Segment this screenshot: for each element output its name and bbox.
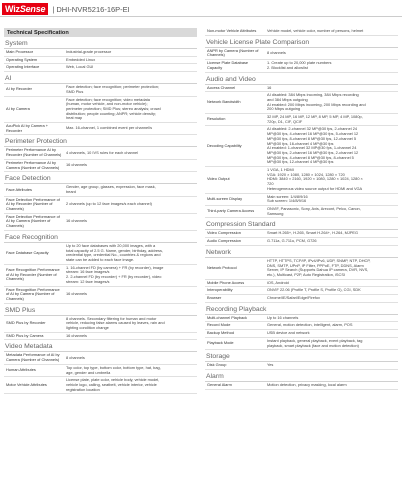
- spec-row: [205, 287, 398, 295]
- spec-key: AI by Camera: [6, 105, 30, 111]
- spec-value-line: Face detection; face recognition; perimeter protection;: [66, 84, 159, 90]
- spec-row: [4, 123, 197, 135]
- spec-key: General Alarm: [207, 381, 232, 387]
- section-heading: Alarm: [205, 370, 398, 382]
- spec-value-line: G.711a, G.711u, PCM, G726: [267, 238, 317, 244]
- spec-value: [265, 287, 398, 294]
- spec-key: License Plate Database Capacity: [207, 60, 249, 70]
- spec-row: [4, 49, 197, 57]
- spec-row: [205, 48, 398, 60]
- spec-key: Third-party Camera Access: [207, 208, 255, 214]
- spec-value-line: Web, Local GUI: [66, 64, 94, 70]
- spec-key: Face Recognition Performance of AI by Camera (Number of Channels): [6, 286, 60, 301]
- spec-key: Metadata Performance of AI by Camera (Number of Channels): [6, 352, 60, 363]
- spec-value-line: vehicle logo, calling, seatbelt, vehicle interior, vehicle: [66, 381, 157, 387]
- spec-key: Multi-channel Playback: [207, 314, 248, 320]
- spec-row: [205, 167, 398, 194]
- spec-value-line: MP@30 fps, 8-channel 8 MP@30 fps, 12-channel 5: [267, 135, 357, 141]
- spec-key: Decoding Capability: [207, 142, 242, 148]
- spec-row: [205, 28, 398, 36]
- spec-value-line: Main screen: 1/4/8/9/16: [267, 193, 308, 199]
- spec-row: [4, 160, 197, 172]
- spec-value-line: credential type, credential No., countries & regions and: [66, 252, 161, 258]
- spec-value-line: 16 channels: [66, 162, 87, 168]
- spec-key: Non-motor Vehicle Attributes: [207, 28, 257, 33]
- spec-value-line: (human, motor vehicle, and non-motor vehicle);: [66, 101, 148, 107]
- spec-row: [4, 287, 197, 304]
- spec-columns: [0, 18, 402, 500]
- spec-key: Motor Vehicle Attributes: [6, 381, 47, 387]
- section-heading: Recording Playback: [205, 303, 398, 315]
- spec-value: [265, 280, 398, 287]
- spec-key: Multi-screen Display: [207, 195, 243, 201]
- spec-value: [64, 57, 197, 64]
- spec-row: [205, 280, 398, 288]
- spec-value-line: Top color, top type, bottom color, bottom type, hat, bag,: [66, 364, 161, 370]
- section-heading: Perimeter Protection: [4, 135, 197, 147]
- spec-value-line: License plate, plate color, vehicle body, vehicle model,: [66, 377, 160, 383]
- spec-key: Backup Method: [207, 330, 235, 336]
- spec-value-line: 16 channels: [66, 291, 87, 297]
- spec-value-line: DNS, SMTP, UPnP, IP Filter, PPPoE, FTP, DDNS, Alarm: [267, 262, 364, 268]
- spec-value-line: vehicle, reducing false alarms caused by leaves, rain and: [66, 320, 165, 326]
- spec-value: [64, 184, 197, 195]
- spec-value-line: Sub screen: 1/4/8/9/16: [267, 198, 307, 204]
- spec-value: [64, 243, 197, 264]
- section-heading: Video Metadata: [4, 340, 197, 352]
- spec-key: Face Detection Performance of AI by Recorder (Number of Channels): [6, 196, 60, 212]
- spec-value: [64, 316, 197, 332]
- spec-value-line: Server, IP Search (Supports Dahua IP camera, DVR, NVS,: [267, 267, 369, 273]
- spec-value: [265, 238, 398, 245]
- spec-key: Operating Interface: [6, 64, 40, 70]
- spec-key: ANPR by Camera (Number of Channels): [207, 47, 259, 58]
- spec-value-line: MP@30 fps, 16-channel 4 MP@30 fps: [267, 140, 334, 146]
- spec-row: [4, 316, 197, 333]
- spec-value-line: Vehicle model, vehicle color, number of persons, helmet: [267, 28, 364, 33]
- spec-value: [64, 218, 197, 225]
- spec-value-line: 1. 16-channel FD (by camera) + FR (by recorder), image: [66, 264, 164, 270]
- spec-row: [205, 338, 398, 350]
- spec-value-line: USB device and network: [267, 330, 310, 336]
- spec-value-line: Motion detection, privacy masking, local alarm: [267, 381, 347, 387]
- spec-value: [265, 322, 398, 329]
- spec-row: [205, 114, 398, 126]
- section-heading: AI: [4, 72, 197, 84]
- spec-value: [265, 114, 398, 125]
- spec-value: [64, 291, 197, 298]
- spec-value: [64, 150, 197, 157]
- spec-value: [64, 64, 197, 71]
- spec-value-line: MP@30 fps, 12-channel 4 MP@30 fps: [267, 159, 334, 165]
- spec-value-line: Smart H.265+, H.265, Smart H.264+, H.264, MJPEG: [267, 230, 359, 236]
- spec-key: Perimeter Performance AI by Recorder (Number of Channels): [6, 147, 62, 158]
- spec-value-line: lighting condition change: [66, 325, 109, 331]
- spec-value: [265, 206, 398, 217]
- spec-value-line: 720: [267, 181, 274, 187]
- spec-value: [265, 315, 398, 322]
- spec-key: Video Output: [207, 176, 230, 182]
- spec-value-line: AI enabled: 200 Mbps incoming, 200 Mbps recording and: [267, 101, 366, 107]
- spec-value: [64, 265, 197, 286]
- spec-value: [265, 194, 398, 205]
- spec-row: [4, 243, 197, 265]
- spec-row: [4, 352, 197, 364]
- spec-value-line: beard: [66, 188, 76, 194]
- spec-value-line: Samsung: [267, 210, 284, 216]
- spec-key: Record Mode: [207, 322, 231, 328]
- spec-row: [4, 64, 197, 72]
- logo-wiz: Wiz: [5, 4, 20, 14]
- spec-value-line: AI disabled: 384 Mbps incoming, 384 Mbps recording: [267, 92, 359, 98]
- spec-value-line: heat map: [66, 115, 83, 121]
- spec-row: [4, 197, 197, 214]
- spec-row: [4, 57, 197, 65]
- spec-row: [205, 295, 398, 303]
- spec-value: [265, 92, 398, 113]
- spec-value-line: Instant playback, general playback, event playback, tag: [267, 337, 363, 343]
- section-heading: Audio and Video: [205, 73, 398, 85]
- spec-row: [205, 60, 398, 72]
- spec-value-line: 16 channels: [66, 218, 87, 224]
- spec-value: [265, 85, 398, 92]
- spec-value-line: state can be added to each face image.: [66, 256, 135, 262]
- spec-value-line: Chrome/IE/Safari/Edge/Firefox: [267, 295, 320, 301]
- spec-row: [4, 97, 197, 124]
- spec-value: [265, 330, 398, 337]
- left-column-body: [4, 37, 197, 394]
- spec-row: [4, 365, 197, 377]
- spec-value-line: 8 channels: [267, 50, 286, 56]
- spec-value: [64, 201, 197, 208]
- spec-key: Face Attributes: [6, 186, 32, 192]
- spec-value-line: 1. Create up to 20,000 plate numbers: [267, 60, 332, 66]
- spec-row: [4, 377, 197, 394]
- spec-title: Technical Specification: [4, 28, 197, 37]
- header-divider: [0, 16, 402, 17]
- spec-row: [205, 85, 398, 93]
- spec-key: Main Processor: [6, 49, 34, 54]
- spec-key: Audio Compression: [207, 238, 241, 244]
- spec-value-line: etc.), Multicast, P2P, Auto Registration, iSCSI: [267, 271, 345, 277]
- spec-value: [64, 84, 197, 95]
- spec-value-line: Industrial-grade processor: [66, 49, 112, 54]
- spec-value: [64, 333, 197, 340]
- spec-value: [265, 338, 398, 349]
- spec-row: [205, 362, 398, 370]
- spec-value: [265, 28, 398, 35]
- spec-value-line: playback, smart playback (face and motion detection): [267, 342, 359, 348]
- right-column: [205, 28, 398, 500]
- section-heading: Face Detection: [4, 172, 197, 184]
- spec-value-line: iOS, Android: [267, 279, 289, 285]
- spec-row: [205, 194, 398, 206]
- spec-key: Operating System: [6, 56, 38, 62]
- spec-value: [265, 230, 398, 237]
- spec-value: [265, 167, 398, 193]
- spec-row: [205, 126, 398, 167]
- spec-value-line: Heterogeneous video source output for HDMI and VGA: [267, 185, 363, 191]
- spec-key: AI by Recorder: [6, 86, 32, 92]
- spec-value-line: 4 channels, 10 IVS rules for each channel: [66, 149, 139, 155]
- spec-value-line: Face detection; face recognition; video metadata: [66, 96, 150, 102]
- spec-value-line: stream: 16 face images/s: [66, 269, 110, 275]
- spec-value-line: AI disabled: 2-channel 32 MP@30 fps, 2-channel 24: [267, 126, 358, 132]
- section-heading: SMD Plus: [4, 304, 197, 316]
- spec-value: [265, 258, 398, 279]
- wizsense-logo: [2, 3, 48, 15]
- spec-key: Face Recognition Performance of AI by Recorder (Number of Channels): [6, 267, 60, 282]
- spec-value-line: 8 channels: [66, 354, 85, 360]
- spec-row: [205, 330, 398, 338]
- spec-value-line: ONVIF, Panasonic, Sony, Axis, Arecont, Pelco, Canon,: [267, 205, 361, 211]
- spec-row: [205, 238, 398, 246]
- spec-value-line: 2 channels (up to 12 face images/s each channel): [66, 201, 152, 207]
- spec-value-line: HTTP, HTTPS, TCP/IP, IPv4/IPv6, UDP, SNMP, NTP, DHCP,: [267, 257, 371, 263]
- spec-row: [205, 206, 398, 218]
- model-number: | DHI-NVR5216-16P-EI: [52, 4, 130, 14]
- spec-key: Human Attributes: [6, 367, 36, 373]
- spec-value-line: 16 channels: [66, 332, 87, 338]
- spec-value-line: 2. 2-channel FD (by recorder) + FR (by recorder), video: [66, 274, 162, 280]
- spec-value-line: 200 Mbps outgoing: [267, 106, 301, 112]
- spec-value: [265, 60, 398, 71]
- spec-value-line: MP@30 fps, 4-channel 16 MP@30 fps, 5-channel 12: [267, 131, 359, 137]
- spec-value-line: age, gender and umbrella: [66, 369, 111, 375]
- spec-row: [205, 92, 398, 114]
- spec-row: [205, 382, 398, 390]
- spec-value-line: and 384 Mbps outgoing: [267, 96, 308, 102]
- spec-value-line: General, motion detection, intelligent, alarm, POS: [267, 322, 353, 328]
- spec-value: [265, 50, 398, 57]
- spec-value: [64, 377, 197, 393]
- spec-row: [4, 147, 197, 159]
- spec-value-line: Embedded Linux: [66, 56, 96, 62]
- spec-value: [64, 365, 197, 376]
- spec-value-line: perimeter protection; SMD Plus; stereo analysis; crowd: [66, 105, 161, 111]
- spec-value-line: Yes: [267, 362, 274, 368]
- spec-value: [64, 49, 197, 56]
- spec-row: [205, 315, 398, 323]
- spec-value-line: 8 channels. Secondary filtering for human and motor: [66, 315, 157, 321]
- spec-key: Playback Mode: [207, 340, 234, 346]
- spec-key: Network Protocol: [207, 264, 237, 270]
- spec-row: [205, 322, 398, 330]
- spec-key: Disk Group: [207, 362, 227, 368]
- spec-row: [205, 258, 398, 280]
- logo-sense: Sense: [19, 4, 46, 14]
- right-column-body: [205, 28, 398, 390]
- spec-key: Video Compression: [207, 230, 241, 236]
- section-heading: Vehicle License Plate Comparison: [205, 36, 398, 48]
- spec-value: [265, 362, 398, 369]
- spec-key: Mobile Phone Access: [207, 279, 245, 285]
- spec-value-line: 2. Blocklist and allowlist: [267, 64, 308, 70]
- spec-value-line: 720p, D1, CIF, QCIF: [267, 118, 303, 124]
- spec-value: [64, 162, 197, 169]
- spec-key: AcuPick AI by Camera + Recorder: [6, 123, 49, 133]
- spec-value-line: 1 VGA, 1 HDMI: [267, 167, 294, 173]
- spec-value-line: VGA: 1920 × 1080, 1280 × 1024, 1280 × 720: [267, 171, 345, 177]
- spec-key: Network Bandwidth: [207, 99, 241, 105]
- section-heading: Face Recognition: [4, 231, 197, 243]
- section-heading: Storage: [205, 350, 398, 362]
- spec-key: SMD Plus by Camera: [6, 332, 44, 338]
- left-column: [4, 28, 197, 500]
- page-header: [0, 0, 402, 18]
- spec-value-line: Max. 16-channel, 1 combined event per channel/s: [66, 125, 153, 131]
- spec-value-line: ONVIF 22.06 (Profile T, Profile S, Profile G), CGI, SDK: [267, 287, 361, 293]
- spec-value-line: registration location: [66, 386, 100, 392]
- spec-key: Browser: [207, 295, 222, 301]
- section-heading: System: [4, 37, 197, 49]
- spec-key: Resolution: [207, 116, 226, 122]
- spec-key: Access Channel: [207, 84, 236, 90]
- spec-value: [64, 97, 197, 123]
- spec-value-line: distribution; people counting; ANPR; vehicle density;: [66, 110, 156, 116]
- section-heading: Compression Standard: [205, 218, 398, 230]
- spec-row: [205, 230, 398, 238]
- spec-value: [64, 355, 197, 362]
- spec-value: [64, 125, 197, 132]
- spec-value-line: 16: [267, 84, 272, 90]
- spec-key: SMD Plus by Recorder: [6, 320, 46, 326]
- spec-value-line: SMD Plus: [66, 88, 84, 94]
- spec-value-line: Gender, age group, glasses, expression, face mask,: [66, 184, 156, 190]
- spec-row: [4, 265, 197, 287]
- spec-value-line: Up to 16 channels: [267, 314, 299, 320]
- spec-value-line: 32 MP, 24 MP, 16 MP, 12 MP, 8 MP, 5 MP, 4 MP, 1080p,: [267, 114, 363, 120]
- spec-key: Interoperability: [207, 287, 233, 293]
- spec-row: [4, 214, 197, 231]
- spec-row: [4, 184, 197, 196]
- spec-value-line: AI enabled: 1-channel 32 MP@30 fps, 1-channel 24: [267, 145, 357, 151]
- spec-value: [265, 295, 398, 302]
- section-heading: Network: [205, 246, 398, 258]
- spec-value-line: Up to 20 face databases with 20,000 images, with a: [66, 242, 156, 248]
- spec-row: [4, 84, 197, 96]
- spec-value-line: total capacity of 2.5 G. Name, gender, birthday, address,: [66, 247, 164, 253]
- spec-value-line: stream: 12 face images/s: [66, 278, 110, 284]
- spec-value-line: MP@30 fps, 4-channel 8 MP@30 fps, 8-channel 5: [267, 154, 354, 160]
- spec-value-line: HDMI: 3840 × 2160, 1920 × 1080, 1280 × 1024, 1280 ×: [267, 176, 363, 182]
- spec-row: [4, 333, 197, 341]
- spec-key: Face Database Capacity: [6, 249, 49, 255]
- spec-key: Perimeter Performance AI by Camera (Number of Channels): [6, 159, 60, 170]
- spec-value: [265, 126, 398, 166]
- spec-value: [265, 382, 398, 389]
- spec-key: Face Detection Performance of AI by Camera (Number of Channels): [6, 213, 60, 229]
- spec-value-line: MP@30 fps, 2-channel 16 MP@30 fps, 2-channel 12: [267, 149, 359, 155]
